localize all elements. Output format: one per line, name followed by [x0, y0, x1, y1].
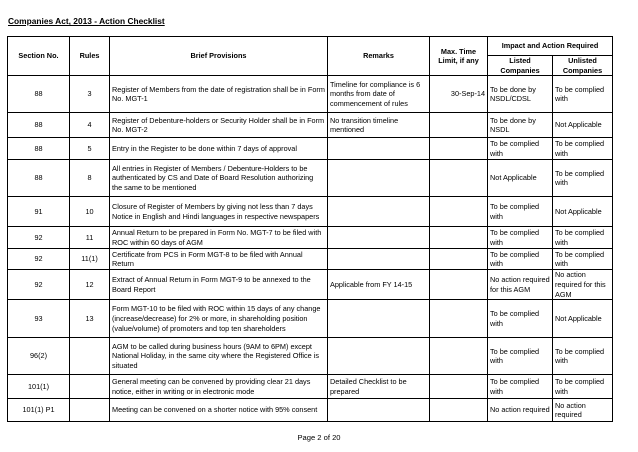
cell-rule: 12	[70, 270, 110, 300]
cell-remarks: No transition timeline mentioned	[328, 113, 430, 138]
cell-listed: To be complied with	[488, 227, 553, 249]
cell-max-time	[430, 138, 488, 160]
cell-section: 92	[8, 270, 70, 300]
cell-remarks	[328, 338, 430, 375]
cell-rule: 10	[70, 197, 110, 227]
cell-unlisted: To be complied with	[553, 338, 613, 375]
header-max-time: Max. Time Limit, if any	[430, 37, 488, 76]
cell-provision: Extract of Annual Return in Form MGT-9 to be annexed to the Board Report	[110, 270, 328, 300]
table-row	[8, 113, 613, 138]
cell-max-time: 30-Sep-14	[430, 76, 488, 113]
cell-unlisted: To be complied with	[553, 138, 613, 160]
table-row	[8, 338, 613, 375]
cell-max-time	[430, 338, 488, 375]
cell-max-time	[430, 300, 488, 338]
header-unlisted: Unlisted Companies	[553, 56, 613, 76]
cell-listed: Not Applicable	[488, 160, 553, 197]
cell-provision: Meeting can be convened on a shorter notice with 95% consent	[110, 399, 328, 422]
cell-section: 93	[8, 300, 70, 338]
cell-max-time	[430, 160, 488, 197]
cell-listed: To be complied with	[488, 375, 553, 399]
cell-rule: 4	[70, 113, 110, 138]
cell-listed: To be complied with	[488, 138, 553, 160]
cell-remarks: Detailed Checklist to be prepared	[328, 375, 430, 399]
cell-section: 101(1)	[8, 375, 70, 399]
cell-listed: To be done by NSDL	[488, 113, 553, 138]
cell-unlisted: Not Applicable	[553, 113, 613, 138]
cell-rule: 8	[70, 160, 110, 197]
cell-listed: To be done by NSDL/CDSL	[488, 76, 553, 113]
cell-section: 92	[8, 249, 70, 270]
cell-max-time	[430, 113, 488, 138]
cell-section: 101(1) P1	[8, 399, 70, 422]
cell-remarks: Timeline for compliance is 6 months from date of commencement of rules	[328, 76, 430, 113]
header-row	[8, 37, 613, 56]
cell-max-time	[430, 399, 488, 422]
action-checklist-table	[7, 36, 613, 422]
cell-remarks	[328, 300, 430, 338]
cell-unlisted: To be complied with	[553, 227, 613, 249]
cell-rule	[70, 338, 110, 375]
cell-rule: 11(1)	[70, 249, 110, 270]
cell-remarks	[328, 227, 430, 249]
cell-unlisted: To be complied with	[553, 160, 613, 197]
cell-listed: To be complied with	[488, 197, 553, 227]
cell-remarks	[328, 249, 430, 270]
header-remarks: Remarks	[328, 37, 430, 76]
cell-unlisted: No action required for this AGM	[553, 270, 613, 300]
cell-listed: To be complied with	[488, 338, 553, 375]
cell-listed: No action required for this AGM	[488, 270, 553, 300]
cell-remarks: Applicable from FY 14-15	[328, 270, 430, 300]
table-row	[8, 138, 613, 160]
header-section: Section No.	[8, 37, 70, 76]
cell-max-time	[430, 227, 488, 249]
cell-unlisted: To be complied with	[553, 76, 613, 113]
cell-section: 88	[8, 160, 70, 197]
cell-max-time	[430, 249, 488, 270]
cell-unlisted: To be complied with	[553, 249, 613, 270]
cell-section: 88	[8, 138, 70, 160]
cell-max-time	[430, 270, 488, 300]
cell-unlisted: Not Applicable	[553, 197, 613, 227]
cell-listed: To be complied with	[488, 249, 553, 270]
cell-unlisted: To be complied with	[553, 375, 613, 399]
table-row	[8, 375, 613, 399]
cell-provision: Annual Return to be prepared in Form No. MGT-7 to be filed with ROC within 60 days of AGM	[110, 227, 328, 249]
cell-section: 96(2)	[8, 338, 70, 375]
cell-provision: All entries in Register of Members / Debenture-Holders to be authenticated by CS and Date of Board Resolution authorizing the same to be mentioned	[110, 160, 328, 197]
cell-max-time	[430, 197, 488, 227]
cell-remarks	[328, 160, 430, 197]
cell-remarks	[328, 138, 430, 160]
cell-unlisted: Not Applicable	[553, 300, 613, 338]
table-row	[8, 76, 613, 113]
cell-listed: To be complied with	[488, 300, 553, 338]
header-impact: Impact and Action Required	[488, 37, 613, 56]
document-title: Companies Act, 2013 - Action Checklist	[8, 16, 165, 26]
table-row	[8, 300, 613, 338]
page-number: Page 2 of 20	[297, 433, 341, 442]
cell-provision: AGM to be called during business hours (9AM to 6PM) except National Holiday, in the same city where the Registered Office is situated	[110, 338, 328, 375]
cell-unlisted: No action required	[553, 399, 613, 422]
cell-provision: Form MGT-10 to be filed with ROC within 15 days of any change (increase/decrease) for 2% or more, in shareholding position (value/volume) of promoters and top ten shareholders	[110, 300, 328, 338]
table-row	[8, 270, 613, 300]
table-row	[8, 227, 613, 249]
cell-provision: General meeting can be convened by providing clear 21 days notice, either in writing or in electronic mode	[110, 375, 328, 399]
table-row	[8, 197, 613, 227]
cell-provision: Register of Debenture-holders or Security Holder shall be in Form No. MGT-2	[110, 113, 328, 138]
table-row	[8, 249, 613, 270]
header-listed: Listed Companies	[488, 56, 553, 76]
cell-provision: Entry in the Register to be done within 7 days of approval	[110, 138, 328, 160]
cell-section: 91	[8, 197, 70, 227]
cell-remarks	[328, 399, 430, 422]
cell-provision: Closure of Register of Members by giving not less than 7 days Notice in English and Hindi languages in respective newspapers	[110, 197, 328, 227]
cell-max-time	[430, 375, 488, 399]
cell-rule: 3	[70, 76, 110, 113]
cell-provision: Register of Members from the date of registration shall be in Form No. MGT-1	[110, 76, 328, 113]
cell-section: 88	[8, 76, 70, 113]
table-row	[8, 399, 613, 422]
cell-rule: 13	[70, 300, 110, 338]
cell-rule: 5	[70, 138, 110, 160]
header-rules: Rules	[70, 37, 110, 76]
cell-provision: Certificate from PCS in Form MGT-8 to be filed with Annual Return	[110, 249, 328, 270]
table-row	[8, 160, 613, 197]
cell-remarks	[328, 197, 430, 227]
cell-section: 88	[8, 113, 70, 138]
cell-rule	[70, 375, 110, 399]
cell-section: 92	[8, 227, 70, 249]
cell-rule	[70, 399, 110, 422]
cell-rule: 11	[70, 227, 110, 249]
cell-listed: No action required	[488, 399, 553, 422]
header-provisions: Brief Provisions	[110, 37, 328, 76]
